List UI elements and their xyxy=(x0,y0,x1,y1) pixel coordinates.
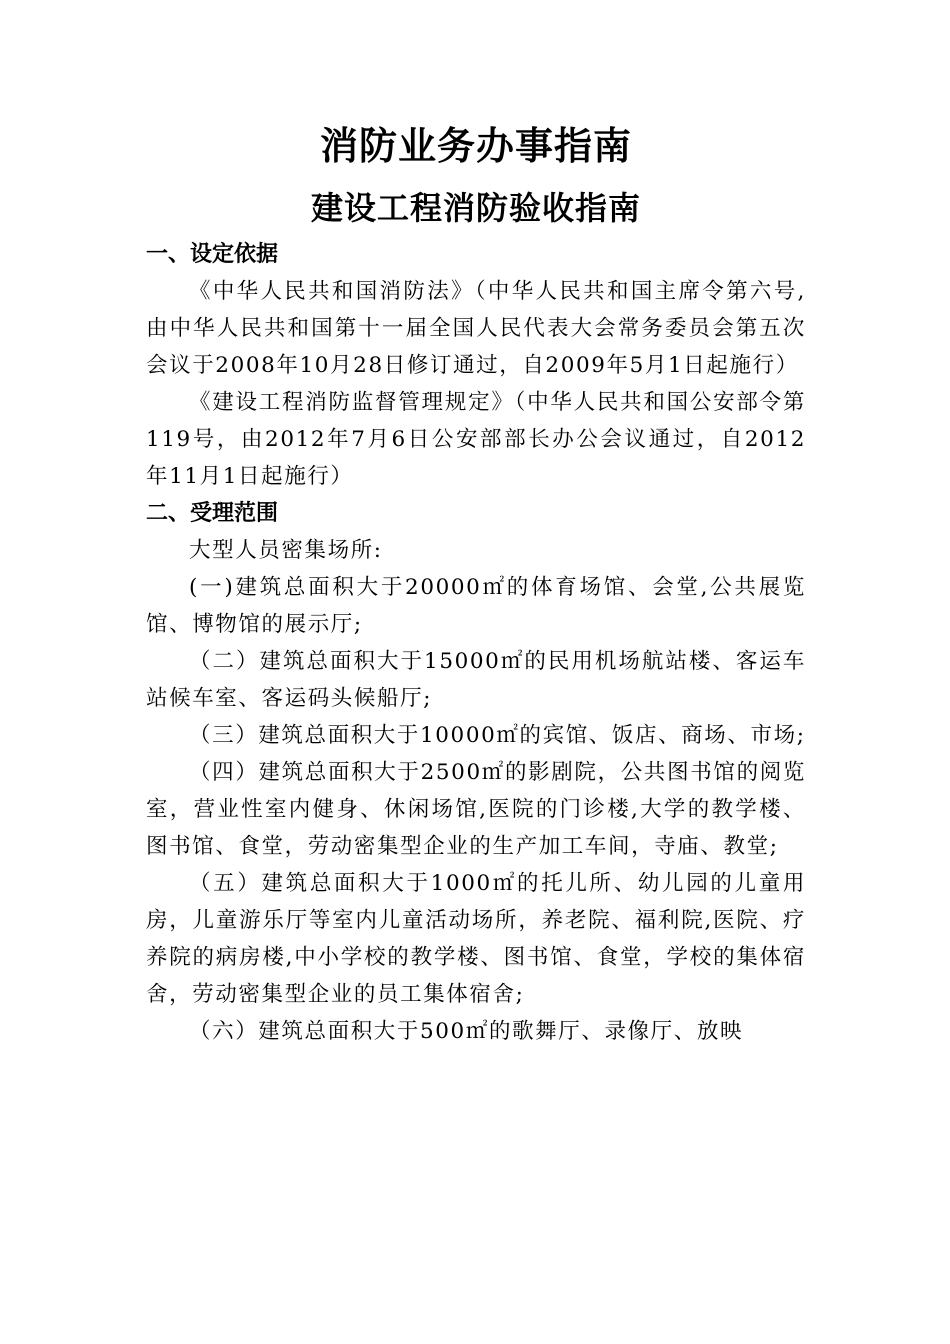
document-page xyxy=(146,118,806,1050)
section-basis xyxy=(146,236,806,495)
paragraph: （二）建筑总面积大于15000㎡的民用机场航站楼、客运车站候车室、客运码头候船厅; xyxy=(146,649,806,711)
paragraph: 《建设工程消防监督管理规定》（中华人民共和国公安部令第119号，由2012年7月6日公安部部长办公会议通过，自2012年11月1日起施行） xyxy=(146,390,806,489)
paragraph: 大型人员密集场所: xyxy=(189,538,383,563)
section-heading: 二、受理范围 xyxy=(146,501,279,526)
paragraph: （三）建筑总面积大于10000㎡的宾馆、饭店、商场、市场; xyxy=(189,723,806,748)
paragraph: （六）建筑总面积大于500㎡的歌舞厅、录像厅、放映 xyxy=(189,1019,744,1044)
document-subtitle: 建设工程消防验收指南 xyxy=(310,189,641,227)
paragraph: （五）建筑总面积大于1000㎡的托儿所、幼儿园的儿童用房，儿童游乐厅等室内儿童活动场所，养老院、福利院,医院、疗养院的病房楼,中小学校的教学楼、图书馆、食堂，学校的集体宿舍，劳动密集型企业的员工集体宿舍; xyxy=(146,871,806,1007)
section-heading: 一、设定依据 xyxy=(146,242,279,267)
paragraph: 《中华人民共和国消防法》（中华人民共和国主席令第六号,由中华人民共和国第十一届全国人民代表大会常务委员会第五次会议于2008年10月28日修订通过，自2009年5月1日起施行） xyxy=(146,279,806,378)
section-scope xyxy=(146,495,806,1050)
paragraph: （四）建筑总面积大于2500㎡的影剧院，公共图书馆的阅览室，营业性室内健身、休闲场馆,医院的门诊楼,大学的教学楼、图书馆、食堂，劳动密集型企业的生产加工车间，寺庙、教堂; xyxy=(146,760,806,859)
document-title: 消防业务办事指南 xyxy=(319,124,632,168)
paragraph: (一)建筑总面积大于20000㎡的体育场馆、会堂,公共展览馆、博物馆的展示厅; xyxy=(146,575,806,637)
